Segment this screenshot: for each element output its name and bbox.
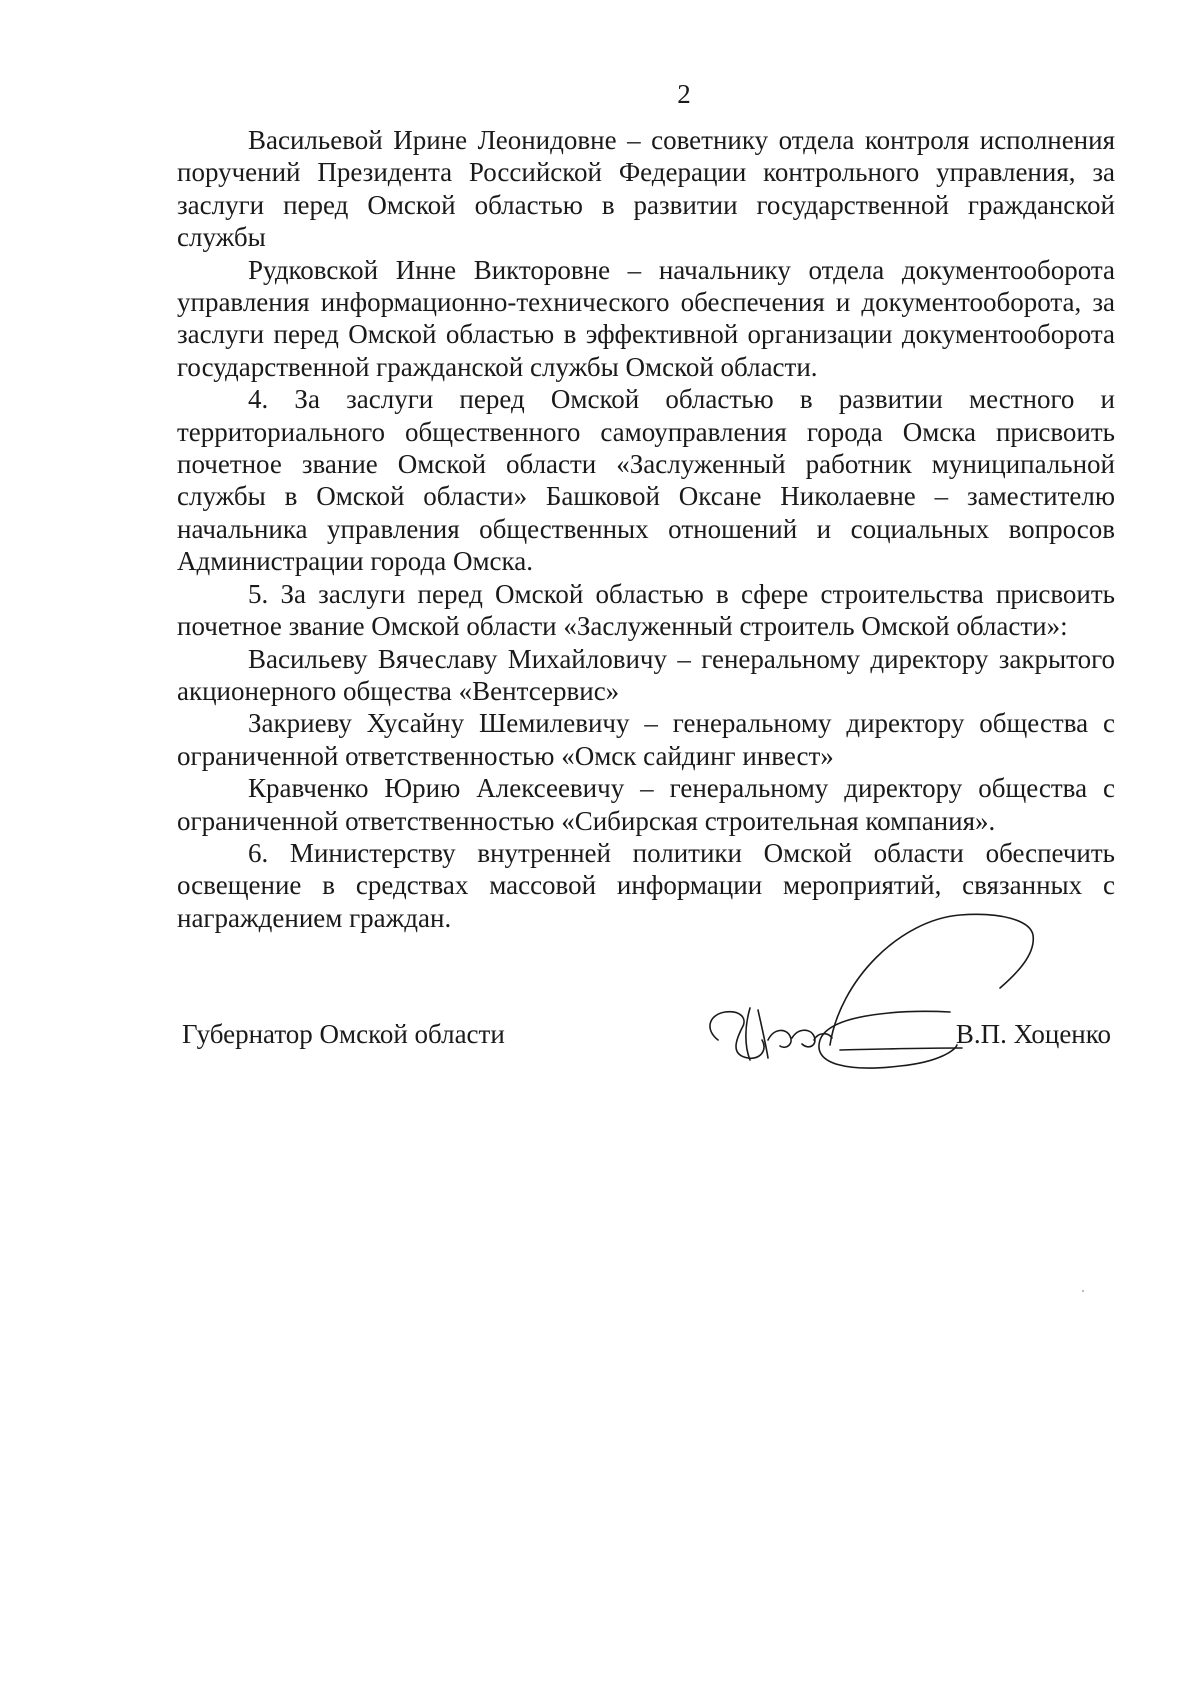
paragraph-zakriev: Закриеву Хусайну Шемилевичу – генеральному директору общества с ограниченной ответственностью «Омск сайдинг инвест» xyxy=(177,708,1115,771)
paragraph-vasiliev: Васильеву Вячеславу Михайловичу – генеральному директору закрытого акционерного общества «Вентсервис» xyxy=(177,643,1115,706)
document-body xyxy=(177,124,1115,934)
paragraph-kravchenko: Кравченко Юрию Алексеевичу – генеральному директору общества с ограниченной ответственностью «Сибирская строительная компания». xyxy=(177,773,1115,836)
paragraph-rudkovskaya: Рудковской Инне Викторовне – начальнику отдела документооборота управления информационно-технического обеспечения и документооборота, за заслуги перед Омской областью в эффективной организации документооборота государственной гражданской службы Омской области. xyxy=(177,254,1115,382)
paragraph-item-6: 6. Министерству внутренней политики Омской области обеспечить освещение в средствах массовой информации мероприятий, связанных с награждением граждан. xyxy=(177,837,1115,933)
signatory-name: В.П. Хоценко xyxy=(955,1019,1111,1049)
paragraph-item-5: 5. За заслуги перед Омской областью в сфере строительства присвоить почетное звание Омской области «Заслуженный строитель Омской области»: xyxy=(177,578,1115,642)
paragraph-item-4: 4. За заслуги перед Омской областью в развитии местного и территориального общественного самоуправления города Омска присвоить почетное звание Омской области «Заслуженный работник муниципальной службы в Омской области» Башковой Оксане Николаевне – заместителю начальника управления общественных отношений и социальных вопросов Администрации города Омска. xyxy=(177,384,1115,577)
page-number: 2 xyxy=(677,79,691,109)
scan-speck xyxy=(1082,1290,1084,1292)
signatory-position: Губернатор Омской области xyxy=(182,1019,505,1049)
signature-block xyxy=(182,1010,1117,1060)
paragraph-vasilieva: Васильевой Ирине Леонидовне – советнику отдела контроля исполнения поручений Президента Российской Федерации контрольного управления, за заслуги перед Омской областью в развитии государственной гражданской службы xyxy=(177,125,1115,253)
